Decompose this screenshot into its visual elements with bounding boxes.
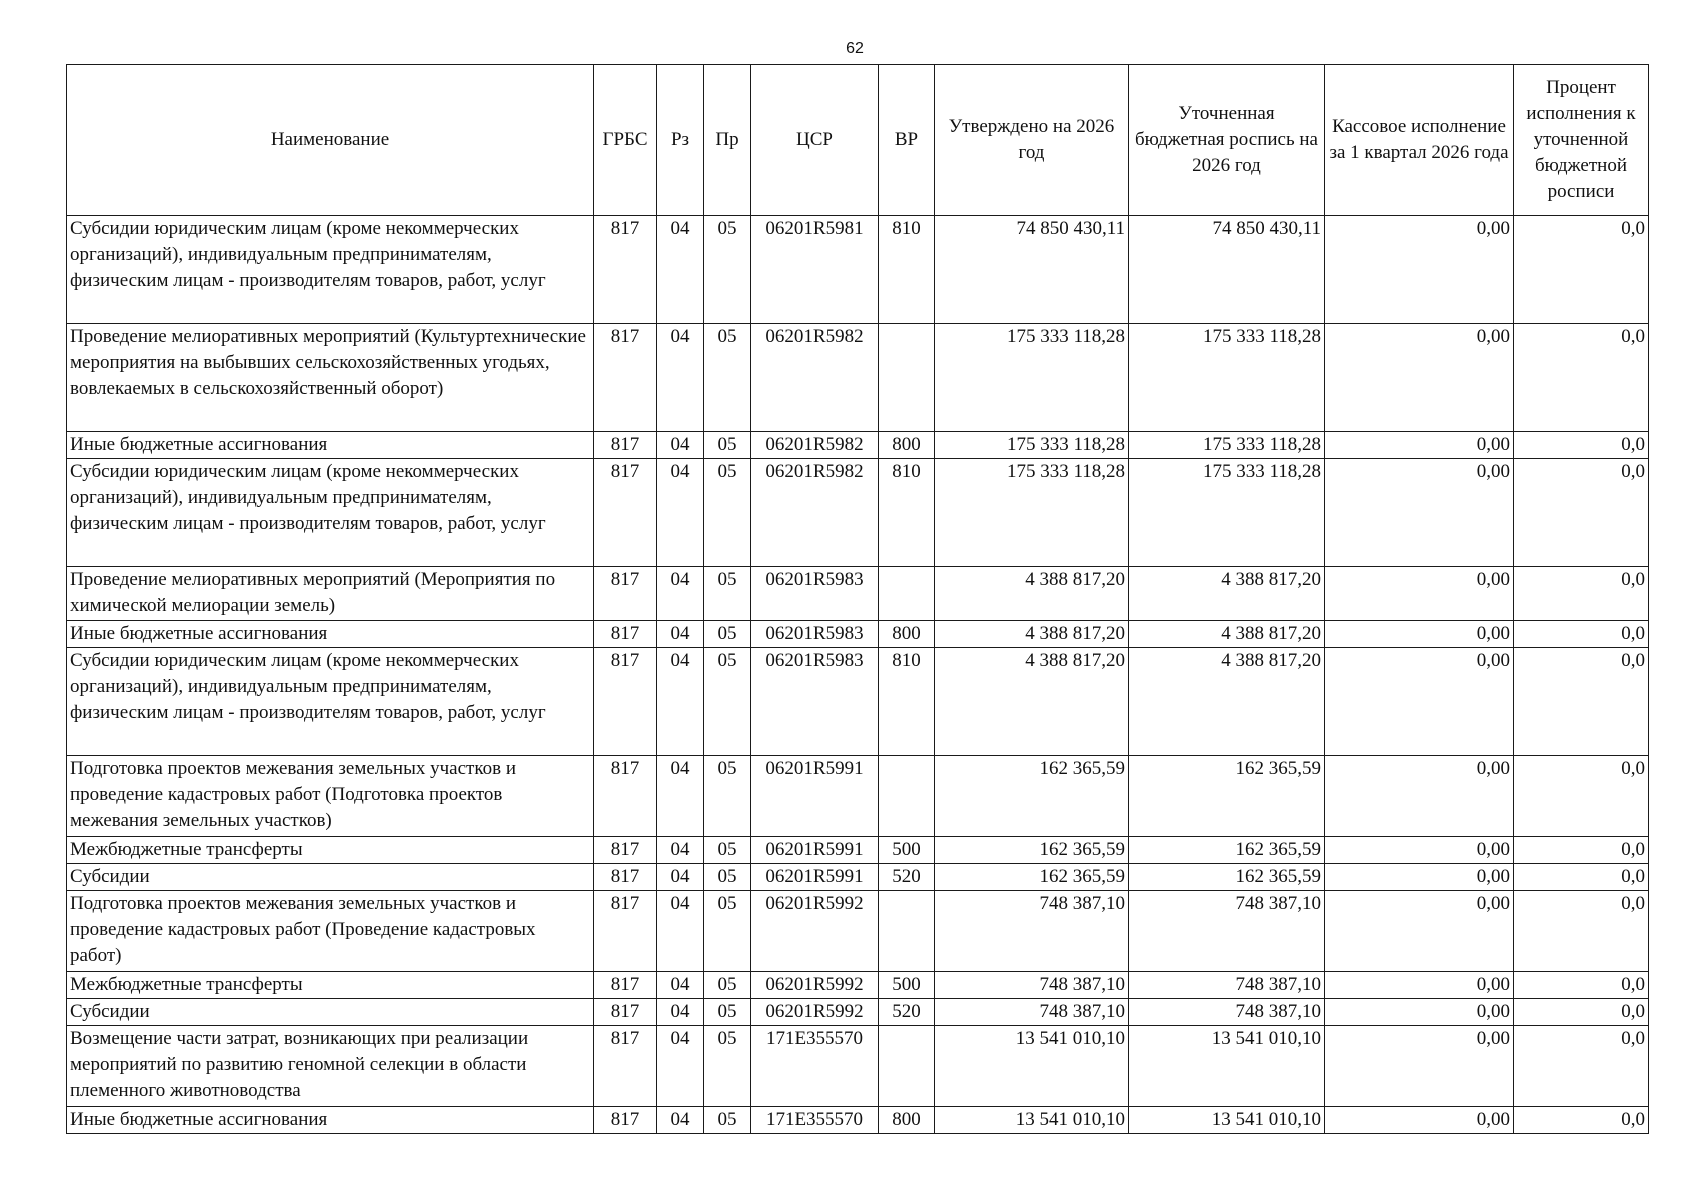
cell-csr: 06201R5992 [751, 999, 879, 1026]
cell-csr: 06201R5982 [751, 459, 879, 567]
cell-percent: 0,0 [1514, 459, 1649, 567]
cell-pr: 05 [704, 648, 751, 756]
cell-grbs: 817 [594, 216, 657, 324]
cell-approved: 748 387,10 [935, 999, 1129, 1026]
cell-vr: 800 [879, 1107, 935, 1134]
table-row [67, 891, 1649, 972]
cell-csr: 06201R5991 [751, 837, 879, 864]
cell-cash: 0,00 [1325, 324, 1514, 432]
cell-grbs: 817 [594, 459, 657, 567]
cell-grbs: 817 [594, 999, 657, 1026]
cell-pr: 05 [704, 756, 751, 837]
cell-percent: 0,0 [1514, 999, 1649, 1026]
cell-refined: 175 333 118,28 [1129, 432, 1325, 459]
cell-grbs: 817 [594, 648, 657, 756]
cell-approved: 4 388 817,20 [935, 567, 1129, 621]
header-csr: ЦСР [751, 65, 879, 216]
cell-cash: 0,00 [1325, 459, 1514, 567]
cell-pr: 05 [704, 1026, 751, 1107]
table-row [67, 999, 1649, 1026]
cell-rz: 04 [657, 648, 704, 756]
cell-csr: 06201R5983 [751, 567, 879, 621]
cell-rz: 04 [657, 999, 704, 1026]
header-rz: Рз [657, 65, 704, 216]
cell-refined: 162 365,59 [1129, 756, 1325, 837]
cell-refined: 4 388 817,20 [1129, 567, 1325, 621]
table-row [67, 648, 1649, 756]
cell-cash: 0,00 [1325, 837, 1514, 864]
cell-vr [879, 567, 935, 621]
cell-pr: 05 [704, 891, 751, 972]
cell-pr: 05 [704, 1107, 751, 1134]
cell-vr: 810 [879, 648, 935, 756]
cell-grbs: 817 [594, 972, 657, 999]
cell-rz: 04 [657, 432, 704, 459]
header-pr: Пр [704, 65, 751, 216]
cell-vr: 500 [879, 837, 935, 864]
cell-name: Проведение мелиоративных мероприятий (Мероприятия по химической мелиорации земель) [67, 567, 594, 621]
cell-cash: 0,00 [1325, 216, 1514, 324]
cell-percent: 0,0 [1514, 648, 1649, 756]
table-row [67, 621, 1649, 648]
header-cash: Кассовое исполнение за 1 квартал 2026 года [1325, 65, 1514, 216]
cell-cash: 0,00 [1325, 864, 1514, 891]
cell-grbs: 817 [594, 621, 657, 648]
cell-cash: 0,00 [1325, 432, 1514, 459]
cell-grbs: 817 [594, 1107, 657, 1134]
table-row [67, 1107, 1649, 1134]
cell-csr: 06201R5982 [751, 432, 879, 459]
cell-pr: 05 [704, 432, 751, 459]
budget-table [66, 64, 1649, 1134]
cell-approved: 13 541 010,10 [935, 1107, 1129, 1134]
cell-grbs: 817 [594, 864, 657, 891]
cell-grbs: 817 [594, 1026, 657, 1107]
cell-vr: 500 [879, 972, 935, 999]
cell-rz: 04 [657, 756, 704, 837]
cell-name: Проведение мелиоративных мероприятий (Культуртехнические мероприятия на выбывших сельскохозяйственных угодьях, вовлекаемых в сельскохозяйственный оборот) [67, 324, 594, 432]
cell-name: Иные бюджетные ассигнования [67, 1107, 594, 1134]
cell-approved: 748 387,10 [935, 891, 1129, 972]
cell-approved: 4 388 817,20 [935, 648, 1129, 756]
table-row [67, 837, 1649, 864]
cell-csr: 06201R5991 [751, 756, 879, 837]
cell-csr: 06201R5992 [751, 972, 879, 999]
cell-cash: 0,00 [1325, 621, 1514, 648]
cell-rz: 04 [657, 567, 704, 621]
cell-pr: 05 [704, 972, 751, 999]
cell-grbs: 817 [594, 432, 657, 459]
cell-name: Подготовка проектов межевания земельных участков и проведение кадастровых работ (Подготовка проектов межевания земельных участков) [67, 756, 594, 837]
cell-percent: 0,0 [1514, 216, 1649, 324]
cell-refined: 4 388 817,20 [1129, 648, 1325, 756]
cell-refined: 162 365,59 [1129, 864, 1325, 891]
cell-refined: 748 387,10 [1129, 891, 1325, 972]
cell-pr: 05 [704, 216, 751, 324]
cell-cash: 0,00 [1325, 1107, 1514, 1134]
cell-percent: 0,0 [1514, 1107, 1649, 1134]
cell-rz: 04 [657, 1107, 704, 1134]
cell-csr: 06201R5991 [751, 864, 879, 891]
cell-name: Субсидии [67, 864, 594, 891]
cell-cash: 0,00 [1325, 756, 1514, 837]
cell-name: Межбюджетные трансферты [67, 972, 594, 999]
cell-rz: 04 [657, 837, 704, 864]
cell-cash: 0,00 [1325, 999, 1514, 1026]
cell-vr [879, 891, 935, 972]
table-row [67, 1026, 1649, 1107]
header-name: Наименование [67, 65, 594, 216]
cell-approved: 175 333 118,28 [935, 459, 1129, 567]
cell-approved: 175 333 118,28 [935, 324, 1129, 432]
cell-pr: 05 [704, 459, 751, 567]
cell-grbs: 817 [594, 837, 657, 864]
cell-vr: 520 [879, 999, 935, 1026]
table-header-row [67, 65, 1649, 216]
header-approved: Утверждено на 2026 год [935, 65, 1129, 216]
table-row [67, 864, 1649, 891]
cell-csr: 06201R5982 [751, 324, 879, 432]
cell-pr: 05 [704, 567, 751, 621]
cell-rz: 04 [657, 864, 704, 891]
cell-vr: 520 [879, 864, 935, 891]
cell-vr [879, 756, 935, 837]
cell-name: Подготовка проектов межевания земельных участков и проведение кадастровых работ (Проведение кадастровых работ) [67, 891, 594, 972]
cell-rz: 04 [657, 1026, 704, 1107]
cell-rz: 04 [657, 972, 704, 999]
cell-approved: 74 850 430,11 [935, 216, 1129, 324]
cell-name: Иные бюджетные ассигнования [67, 621, 594, 648]
cell-refined: 4 388 817,20 [1129, 621, 1325, 648]
cell-rz: 04 [657, 621, 704, 648]
cell-vr [879, 1026, 935, 1107]
cell-refined: 748 387,10 [1129, 972, 1325, 999]
cell-pr: 05 [704, 837, 751, 864]
cell-cash: 0,00 [1325, 972, 1514, 999]
cell-csr: 171E355570 [751, 1107, 879, 1134]
cell-percent: 0,0 [1514, 1026, 1649, 1107]
cell-pr: 05 [704, 999, 751, 1026]
cell-pr: 05 [704, 621, 751, 648]
cell-approved: 4 388 817,20 [935, 621, 1129, 648]
cell-cash: 0,00 [1325, 648, 1514, 756]
cell-approved: 748 387,10 [935, 972, 1129, 999]
header-grbs: ГРБС [594, 65, 657, 216]
cell-cash: 0,00 [1325, 891, 1514, 972]
cell-percent: 0,0 [1514, 324, 1649, 432]
header-percent: Процент исполнения к уточненной бюджетной росписи [1514, 65, 1649, 216]
cell-rz: 04 [657, 459, 704, 567]
cell-csr: 06201R5981 [751, 216, 879, 324]
cell-rz: 04 [657, 216, 704, 324]
cell-name: Межбюджетные трансферты [67, 837, 594, 864]
cell-percent: 0,0 [1514, 432, 1649, 459]
header-refined: Уточненная бюджетная роспись на 2026 год [1129, 65, 1325, 216]
cell-vr: 800 [879, 432, 935, 459]
cell-approved: 13 541 010,10 [935, 1026, 1129, 1107]
cell-refined: 175 333 118,28 [1129, 324, 1325, 432]
cell-name: Иные бюджетные ассигнования [67, 432, 594, 459]
cell-vr: 800 [879, 621, 935, 648]
cell-name: Субсидии юридическим лицам (кроме некоммерческих организаций), индивидуальным предпринимателям, физическим лицам - производителям товаров, работ, услуг [67, 459, 594, 567]
cell-rz: 04 [657, 891, 704, 972]
cell-percent: 0,0 [1514, 891, 1649, 972]
cell-grbs: 817 [594, 891, 657, 972]
table-row [67, 972, 1649, 999]
cell-vr: 810 [879, 459, 935, 567]
cell-csr: 06201R5992 [751, 891, 879, 972]
cell-vr [879, 324, 935, 432]
cell-grbs: 817 [594, 756, 657, 837]
cell-percent: 0,0 [1514, 621, 1649, 648]
cell-approved: 162 365,59 [935, 864, 1129, 891]
cell-refined: 162 365,59 [1129, 837, 1325, 864]
cell-grbs: 817 [594, 324, 657, 432]
page-number: 62 [846, 40, 864, 57]
cell-pr: 05 [704, 324, 751, 432]
cell-name: Возмещение части затрат, возникающих при реализации мероприятий по развитию геномной селекции в области племенного животноводства [67, 1026, 594, 1107]
cell-percent: 0,0 [1514, 972, 1649, 999]
cell-approved: 162 365,59 [935, 756, 1129, 837]
cell-name: Субсидии [67, 999, 594, 1026]
table-row [67, 459, 1649, 567]
cell-name: Субсидии юридическим лицам (кроме некоммерческих организаций), индивидуальным предпринимателям, физическим лицам - производителям товаров, работ, услуг [67, 648, 594, 756]
cell-percent: 0,0 [1514, 756, 1649, 837]
cell-refined: 13 541 010,10 [1129, 1026, 1325, 1107]
cell-cash: 0,00 [1325, 1026, 1514, 1107]
cell-csr: 06201R5983 [751, 621, 879, 648]
cell-cash: 0,00 [1325, 567, 1514, 621]
cell-approved: 175 333 118,28 [935, 432, 1129, 459]
cell-approved: 162 365,59 [935, 837, 1129, 864]
cell-pr: 05 [704, 864, 751, 891]
cell-refined: 175 333 118,28 [1129, 459, 1325, 567]
cell-refined: 74 850 430,11 [1129, 216, 1325, 324]
table-row [67, 324, 1649, 432]
table-row [67, 216, 1649, 324]
cell-csr: 171E355570 [751, 1026, 879, 1107]
cell-name: Субсидии юридическим лицам (кроме некоммерческих организаций), индивидуальным предпринимателям, физическим лицам - производителям товаров, работ, услуг [67, 216, 594, 324]
table-row [67, 432, 1649, 459]
cell-percent: 0,0 [1514, 864, 1649, 891]
cell-vr: 810 [879, 216, 935, 324]
cell-csr: 06201R5983 [751, 648, 879, 756]
cell-refined: 748 387,10 [1129, 999, 1325, 1026]
cell-percent: 0,0 [1514, 837, 1649, 864]
cell-percent: 0,0 [1514, 567, 1649, 621]
table-row [67, 567, 1649, 621]
cell-refined: 13 541 010,10 [1129, 1107, 1325, 1134]
table-row [67, 756, 1649, 837]
cell-rz: 04 [657, 324, 704, 432]
cell-grbs: 817 [594, 567, 657, 621]
header-vr: ВР [879, 65, 935, 216]
